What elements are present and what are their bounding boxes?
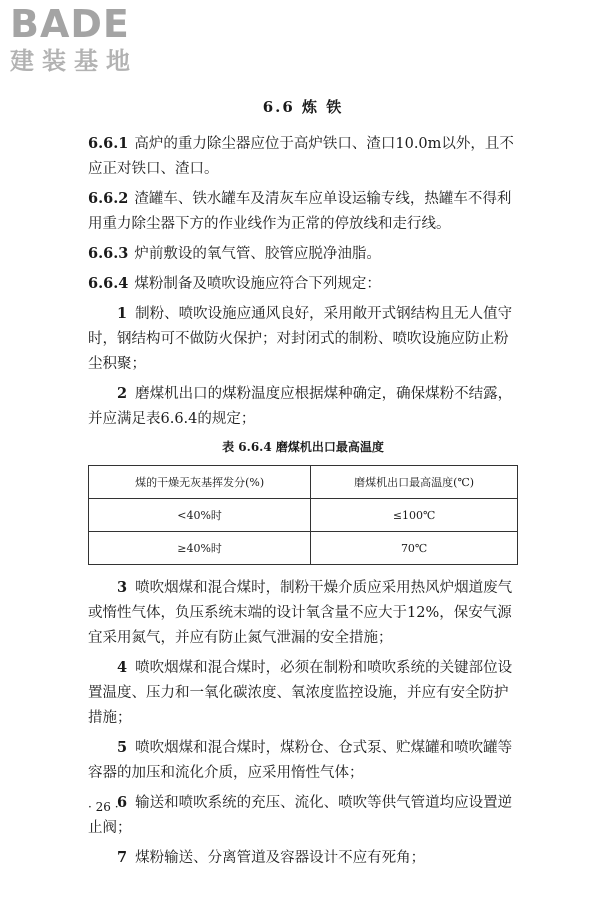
document-body — [88, 96, 518, 875]
table-header-row — [89, 466, 518, 499]
clause-6-6-1 — [88, 131, 518, 182]
clause-number: 6.6.1 — [88, 135, 129, 152]
item-number: 5 — [117, 739, 128, 756]
clause-number: 6.6.2 — [88, 190, 129, 207]
clause-text: 渣罐车、铁水罐车及清灰车应单设运输专线，热罐车不得利用重力除尘器下方的作业线作为正常的停放线和走行线。 — [88, 191, 512, 232]
item-text: 磨煤机出口的煤粉温度应根据煤种确定，确保煤粉不结露，并应满足表6.6.4的规定； — [88, 386, 513, 427]
logo-subtitle: 建装基地 — [10, 47, 138, 75]
clause-6-6-4 — [88, 271, 518, 297]
clause-number: 6.6.4 — [88, 275, 129, 292]
list-item — [88, 381, 518, 432]
list-item — [88, 575, 518, 651]
list-item — [88, 790, 518, 841]
item-number: 4 — [117, 659, 128, 676]
item-number: 7 — [117, 849, 128, 866]
page-number: · 26 · — [88, 800, 119, 814]
table-cell: ≤100℃ — [311, 499, 518, 532]
table-header-cell: 磨煤机出口最高温度(℃) — [311, 466, 518, 499]
table-cell: 70℃ — [311, 532, 518, 565]
clause-number: 6.6.3 — [88, 245, 129, 262]
list-item — [88, 735, 518, 786]
item-number: 6 — [117, 794, 128, 811]
item-text: 输送和喷吹系统的充压、流化、喷吹等供气管道均应设置逆止阀； — [88, 795, 513, 836]
clause-text: 高炉的重力除尘器应位于高炉铁口、渣口10.0m以外，且不应正对铁口、渣口。 — [88, 136, 514, 177]
clause-6-6-2 — [88, 186, 518, 237]
clause-text: 炉前敷设的氧气管、胶管应脱净油脂。 — [134, 246, 381, 262]
item-text: 煤粉输送、分离管道及容器设计不应有死角； — [135, 850, 426, 866]
clause-6-6-3 — [88, 241, 518, 267]
table-cell: <40%时 — [89, 499, 311, 532]
item-number: 2 — [117, 385, 128, 402]
section-title: 6.6 炼 铁 — [262, 98, 344, 116]
list-item — [88, 845, 518, 871]
item-text: 制粉、喷吹设施应通风良好，采用敞开式钢结构且无人值守时，钢结构可不做防火保护；对封闭式的制粉、喷吹设施应防止粉尘积聚； — [88, 306, 513, 372]
item-text: 喷吹烟煤和混合煤时，制粉干燥介质应采用热风炉烟道废气或惰性气体，负压系统末端的设计氧含量不应大于12%，保安气源宜采用氮气，并应有防止氮气泄漏的安全措施； — [88, 580, 513, 646]
table-header-cell: 煤的干燥无灰基挥发分(%) — [89, 466, 311, 499]
bade-logo — [10, 4, 180, 76]
table-caption: 表 6.6.4 磨煤机出口最高温度 — [222, 440, 384, 454]
list-item — [88, 655, 518, 731]
item-number: 1 — [117, 305, 128, 322]
table-cell: ≥40%时 — [89, 532, 311, 565]
table-row — [89, 532, 518, 565]
item-text: 喷吹烟煤和混合煤时，煤粉仓、仓式泵、贮煤罐和喷吹罐等容器的加压和流化介质，应采用惰性气体； — [88, 740, 513, 781]
item-text: 喷吹烟煤和混合煤时，必须在制粉和喷吹系统的关键部位设置温度、压力和一氧化碳浓度、氧浓度监控设施，并应有安全防护措施； — [88, 660, 513, 726]
item-number: 3 — [117, 579, 128, 596]
table-row — [89, 499, 518, 532]
clause-text: 煤粉制备及喷吹设施应符合下列规定： — [134, 276, 381, 292]
logo-brand: BADE — [10, 2, 130, 46]
list-item — [88, 301, 518, 377]
temperature-table — [88, 465, 518, 565]
